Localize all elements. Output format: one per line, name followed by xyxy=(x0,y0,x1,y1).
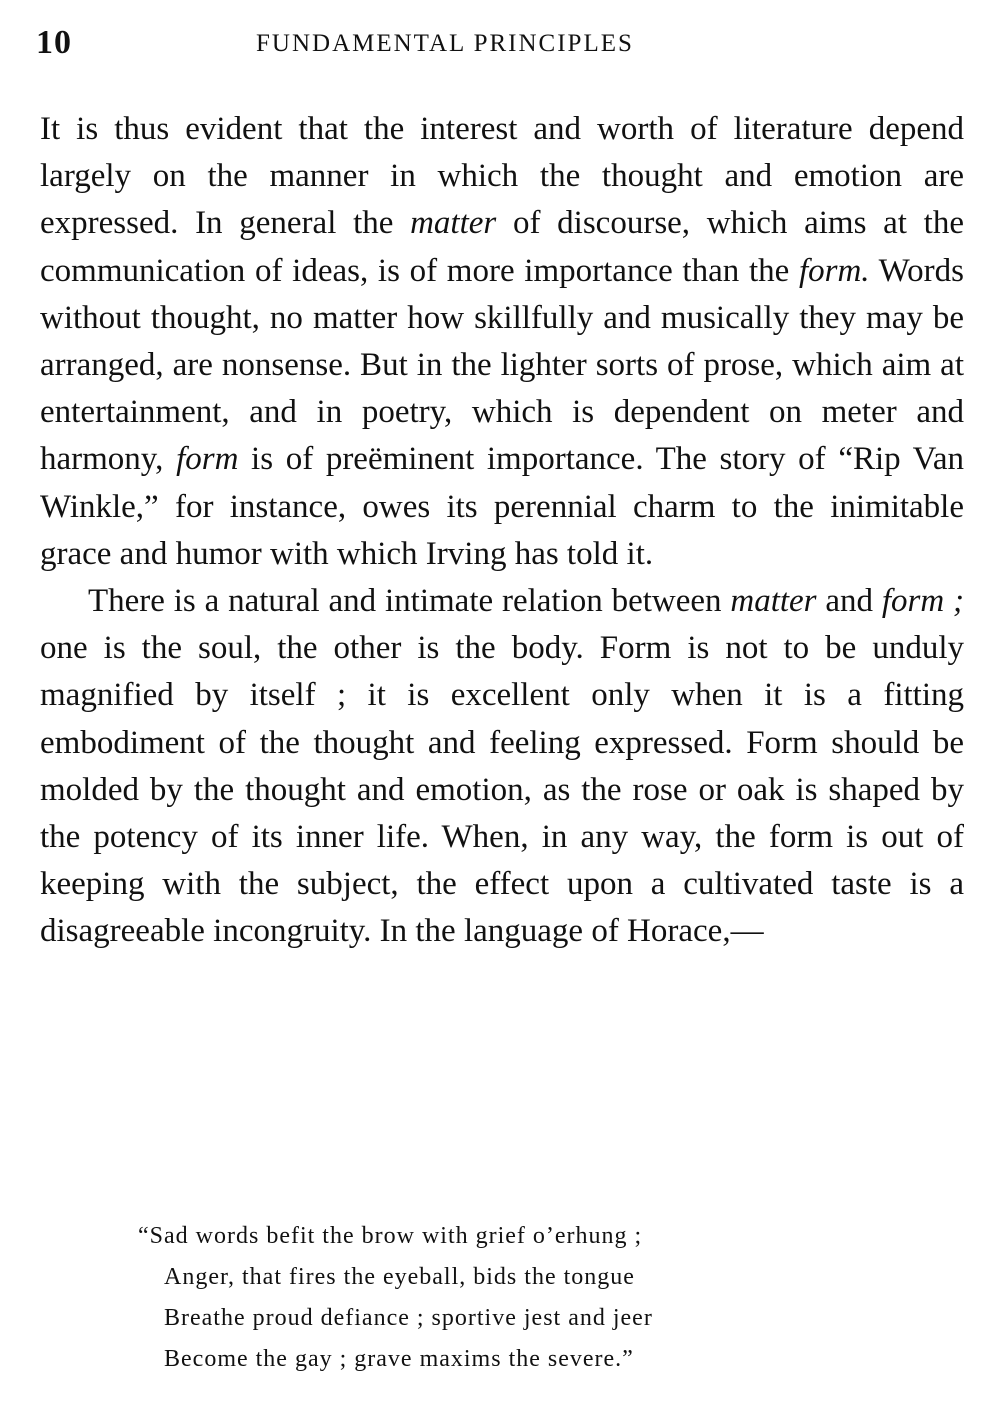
running-head: FUNDAMENTAL PRINCIPLES xyxy=(256,30,634,57)
paragraph-1-text: is of preëminent importance. The story of “Rip Van Winkle,” for instance, owes its perennial charm to the inimitable grace and humor with which Irving has told it. xyxy=(40,441,964,572)
paragraph-1 xyxy=(40,106,964,578)
paragraph-1-text: of discourse, which aims at the communication of ideas, is of more importance than the xyxy=(40,205,964,289)
body-text xyxy=(40,106,964,956)
verse-line: Become the gay ; grave maxims the severe.” xyxy=(164,1346,634,1372)
paragraph-1-text: Words without thought, no matter how skillfully and musically they may be arranged, are nonsense. But in the lighter sorts of prose, which aim at entertainment, and in poetry, which is dependent on meter and harmony, xyxy=(40,252,964,478)
paragraph-2-text: one is the soul, the other is the body. Form is not to be unduly magnified by itself ; it is excellent only when it is a fitting embodiment of the thought and feeling expressed. Form should be molded by the thought and emotion, as the rose or oak is shaped by the potency of its inner life. When, in any way, the form is out of keeping with the subject, the effect upon a cultivated taste is a disagreeable incongruity. In the language of Horace,— xyxy=(40,630,964,950)
italic-matter: matter xyxy=(730,583,817,620)
horace-quotation xyxy=(138,1216,878,1380)
verse-line: “Sad words befit the brow with grief o’erhung ; xyxy=(138,1223,643,1249)
paragraph-2-text: There is a natural and intimate relation between xyxy=(88,583,731,620)
italic-matter: matter xyxy=(410,205,497,242)
verse-line: Breathe proud defiance ; sportive jest and jeer xyxy=(164,1305,653,1331)
paragraph-1-text: It is thus evident that the interest and worth of literature depend largely on the manner in which the thought and emotion are expressed. In general the xyxy=(40,111,964,242)
paragraph-2 xyxy=(40,578,964,956)
verse-line: Anger, that fires the eyeball, bids the tongue xyxy=(164,1264,635,1290)
italic-form: form xyxy=(176,441,239,478)
paragraph-2-text: and xyxy=(816,583,882,620)
page-number: 10 xyxy=(36,24,72,61)
italic-form: form ; xyxy=(881,583,965,620)
italic-form: form. xyxy=(798,252,870,289)
page-header xyxy=(36,24,966,64)
